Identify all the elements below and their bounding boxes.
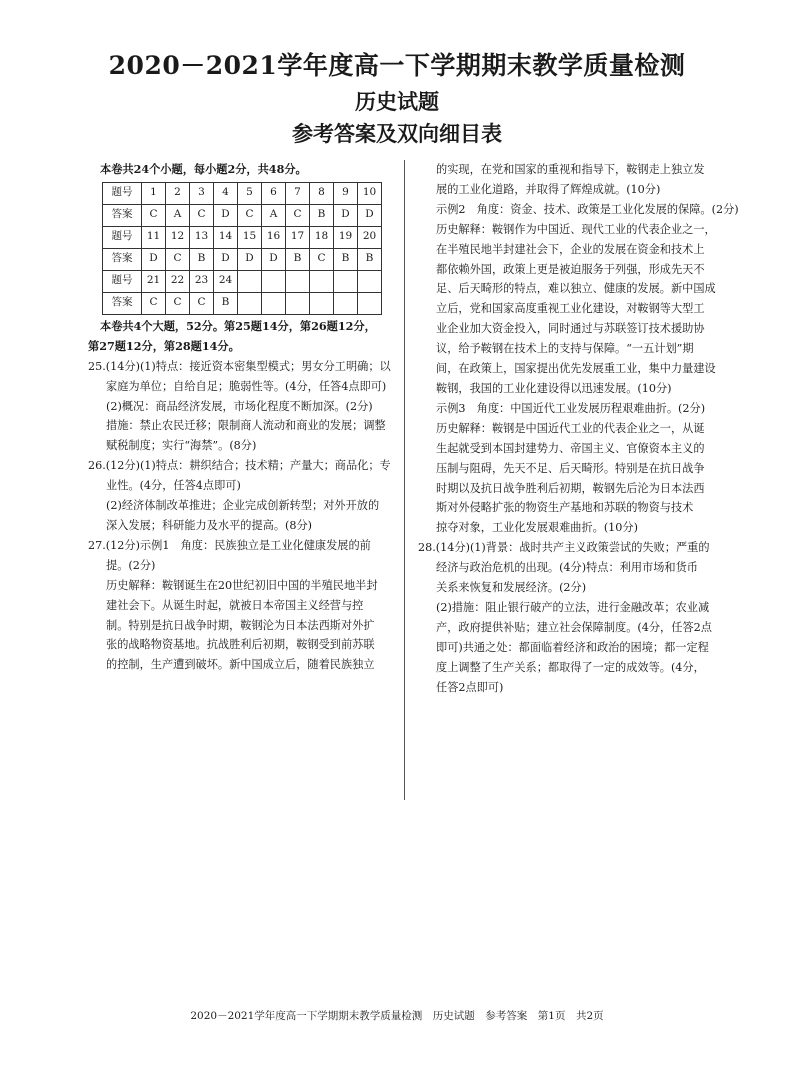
- table-cell: [286, 270, 310, 292]
- right-answers: [418, 160, 739, 697]
- table-cell: [262, 292, 286, 314]
- table-cell: C: [310, 248, 334, 270]
- answer-line: 产，政府提供补贴；建立社会保障制度。(4分，任答2点: [436, 620, 712, 634]
- table-cell: A: [262, 204, 286, 226]
- table-cell: C: [286, 204, 310, 226]
- table-cell: C: [166, 248, 190, 270]
- table-cell: C: [190, 204, 214, 226]
- table-row: [103, 226, 382, 248]
- table-cell: [310, 270, 334, 292]
- answer-line: 示例3 角度：中国近代工业发展历程艰难曲折。(2分): [436, 401, 706, 415]
- table-row-header: 题号: [103, 226, 142, 248]
- table-cell: 22: [166, 270, 190, 292]
- answer-line: 的控制，生产遭到破坏。新中国成立后，随着民族独立: [106, 658, 375, 672]
- table-cell: D: [262, 248, 286, 270]
- answer-line: 展的工业化道路，并取得了辉煌成就。(10分): [436, 182, 661, 196]
- table-cell: 1: [142, 182, 166, 204]
- table-cell: 13: [190, 226, 214, 248]
- answer-line: 建社会下。从诞生时起，就被日本帝国主义经营与控: [106, 598, 364, 612]
- answer-line: 25.(14分)(1)特点：接近资本密集型模式；男女分工明确；以: [88, 359, 391, 373]
- table-cell: A: [166, 204, 190, 226]
- table-cell: 12: [166, 226, 190, 248]
- answer-line: 生起就受到本国封建势力、帝国主义、官僚资本主义的: [436, 441, 705, 455]
- answer-line: 家庭为单位；自给自足；脆弱性等。(4分，任答4点即可): [106, 379, 387, 393]
- table-cell: 6: [262, 182, 286, 204]
- part2-intro-1: 本卷共4个大题，52分。第25题14分，第26题12分，: [100, 318, 376, 333]
- table-cell: [286, 292, 310, 314]
- answer-line: 压制与阻碍，先天不足、后天畸形。特别是在抗日战争: [436, 461, 705, 475]
- answer-line: 业企业加大资金投入，同时通过与苏联签订技术援助协: [436, 322, 705, 336]
- table-cell: [358, 270, 382, 292]
- answer-line: 历史解释：鞍钢诞生在20世纪初旧中国的半殖民地半封: [106, 578, 378, 592]
- answer-line: 斯对外侵略扩张的物资生产基地和苏联的物资与技术: [436, 501, 694, 515]
- answer-line: 间，在政策上，国家提出优先发展重工业，集中力量建设: [436, 362, 716, 376]
- table-cell: 16: [262, 226, 286, 248]
- answer-line: 掠夺对象，工业化发展艰难曲折。(10分): [436, 521, 638, 535]
- table-cell: 8: [310, 182, 334, 204]
- table-cell: D: [142, 248, 166, 270]
- answer-line: 张的战略物资基地。抗战胜利后初期，鞍钢受到前苏联: [106, 638, 375, 652]
- answer-line: 立后，党和国家高度重视工业化建设，对鞍钢等大型工: [436, 302, 705, 316]
- table-cell: [334, 292, 358, 314]
- table-cell: B: [214, 292, 238, 314]
- table-cell: 24: [214, 270, 238, 292]
- left-answers: [88, 357, 396, 676]
- table-cell: D: [238, 248, 262, 270]
- table-cell: 10: [358, 182, 382, 204]
- table-row-header: 答案: [103, 292, 142, 314]
- table-cell: [238, 292, 262, 314]
- table-cell: 9: [334, 182, 358, 204]
- table-cell: 5: [238, 182, 262, 204]
- table-cell: 21: [142, 270, 166, 292]
- answer-line: 议，给予鞍钢在技术上的支持与保障。“一五计划”期: [436, 342, 694, 356]
- table-row: [103, 248, 382, 270]
- answer-line: 关系来恢复和发展经济。(2分): [436, 581, 587, 595]
- answer-line: 26.(12分)(1)特点：耕织结合；技术精；产量大；商品化；专: [88, 459, 391, 473]
- answer-line: 时期以及抗日战争胜利后初期，鞍钢先后沦为日本法西: [436, 481, 705, 495]
- answer-line: 经济与政治危机的出现。(4分)特点：利用市场和货币: [436, 561, 698, 575]
- answer-line: 都依赖外国，政策上更是被迫服务于列强，形成先天不: [436, 262, 705, 276]
- page-title: 2020－2021学年度高一下学期期末教学质量检测: [108, 51, 686, 80]
- table-row: [103, 270, 382, 292]
- table-cell: B: [190, 248, 214, 270]
- table-row-header: 题号: [103, 182, 142, 204]
- answer-line: 历史解释：鞍钢作为中国近、现代工业的代表企业之一，: [436, 222, 716, 236]
- table-row: [103, 204, 382, 226]
- table-cell: B: [310, 204, 334, 226]
- table-cell: [358, 292, 382, 314]
- table-cell: 18: [310, 226, 334, 248]
- part1-intro: 本卷共24个小题，每小题2分，共48分。: [100, 162, 307, 176]
- table-row-header: 答案: [103, 248, 142, 270]
- table-cell: 4: [214, 182, 238, 204]
- table-row-header: 答案: [103, 204, 142, 226]
- table-cell: C: [190, 292, 214, 314]
- answer-line: 制。特别是抗日战争时期，鞍钢沦为日本法西斯对外扩: [106, 618, 375, 632]
- table-cell: D: [214, 204, 238, 226]
- answer-line: 鞍钢，我国的工业化建设得以迅速发展。(10分): [436, 381, 672, 395]
- table-cell: B: [334, 248, 358, 270]
- table-row: [103, 182, 382, 204]
- table-cell: B: [286, 248, 310, 270]
- right-column: [418, 160, 739, 697]
- table-cell: [262, 270, 286, 292]
- answer-line: (2)概况：商品经济发展，市场化程度不断加深。(2分): [106, 399, 373, 413]
- table-cell: 11: [142, 226, 166, 248]
- table-cell: 19: [334, 226, 358, 248]
- part2-intro-2: 第27题12分，第28题14分。: [88, 338, 240, 353]
- subject-title: 历史试题: [355, 89, 439, 114]
- table-cell: 3: [190, 182, 214, 204]
- table-cell: D: [214, 248, 238, 270]
- table-cell: 20: [358, 226, 382, 248]
- page-footer: 2020－2021学年度高一下学期期末教学质量检测 历史试题 参考答案 第1页 共2页: [190, 1010, 604, 1022]
- answer-line: (2)措施：阻止银行破产的立法，进行金融改革；农业减: [436, 600, 710, 614]
- table-cell: 2: [166, 182, 190, 204]
- table-row: [103, 292, 382, 314]
- table-cell: 17: [286, 226, 310, 248]
- answer-table: [102, 182, 382, 315]
- answer-line: 措施：禁止农民迁移；限制商人流动和商业的发展；调整: [106, 419, 386, 433]
- table-row-header: 题号: [103, 270, 142, 292]
- answer-line: 28.(14分)(1)背景：战时共产主义政策尝试的失败；严重的: [418, 541, 710, 555]
- answer-line: 即可)共通之处：都面临着经济和政治的困境；都一定程: [436, 640, 709, 654]
- table-cell: 15: [238, 226, 262, 248]
- table-cell: 7: [286, 182, 310, 204]
- answer-line: (2)经济体制改革推进；企业完成创新转型；对外开放的: [106, 499, 380, 513]
- table-cell: C: [166, 292, 190, 314]
- table-cell: [238, 270, 262, 292]
- answer-line: 示例2 角度：资金、技术、政策是工业化发展的保障。(2分): [436, 202, 739, 216]
- table-cell: 23: [190, 270, 214, 292]
- table-cell: 14: [214, 226, 238, 248]
- left-column: [88, 160, 396, 675]
- answer-line: 足、后天畸形的特点，难以独立、健康的发展。新中国成: [436, 282, 716, 296]
- table-cell: C: [142, 292, 166, 314]
- answer-line: 深入发展；科研能力及水平的提高。(8分): [106, 518, 313, 532]
- answer-line: 27.(12分)示例1 角度：民族独立是工业化健康发展的前: [88, 538, 371, 552]
- answer-line: 度上调整了生产关系；都取得了一定的成效等。(4分，: [436, 660, 705, 674]
- answer-line: 提。(2分): [106, 558, 156, 572]
- table-cell: B: [358, 248, 382, 270]
- answer-line: 的实现，在党和国家的重视和指导下，鞍钢走上独立发: [436, 163, 705, 176]
- table-cell: C: [238, 204, 262, 226]
- table-cell: D: [334, 204, 358, 226]
- answer-title: 参考答案及双向细目表: [292, 121, 502, 146]
- answer-line: 历史解释：鞍钢是中国近代工业的代表企业之一，从诞: [436, 421, 705, 435]
- table-cell: D: [358, 204, 382, 226]
- answer-line: 赋税制度；实行“海禁”。(8分): [106, 439, 257, 453]
- table-cell: [334, 270, 358, 292]
- table-cell: [310, 292, 334, 314]
- column-divider: [404, 160, 405, 800]
- answer-line: 业性。(4分，任答4点即可): [106, 479, 241, 493]
- answer-line: 任答2点即可): [436, 680, 504, 694]
- table-cell: C: [142, 204, 166, 226]
- answer-line: 在半殖民地半封建社会下，企业的发展在资金和技术上: [436, 242, 705, 256]
